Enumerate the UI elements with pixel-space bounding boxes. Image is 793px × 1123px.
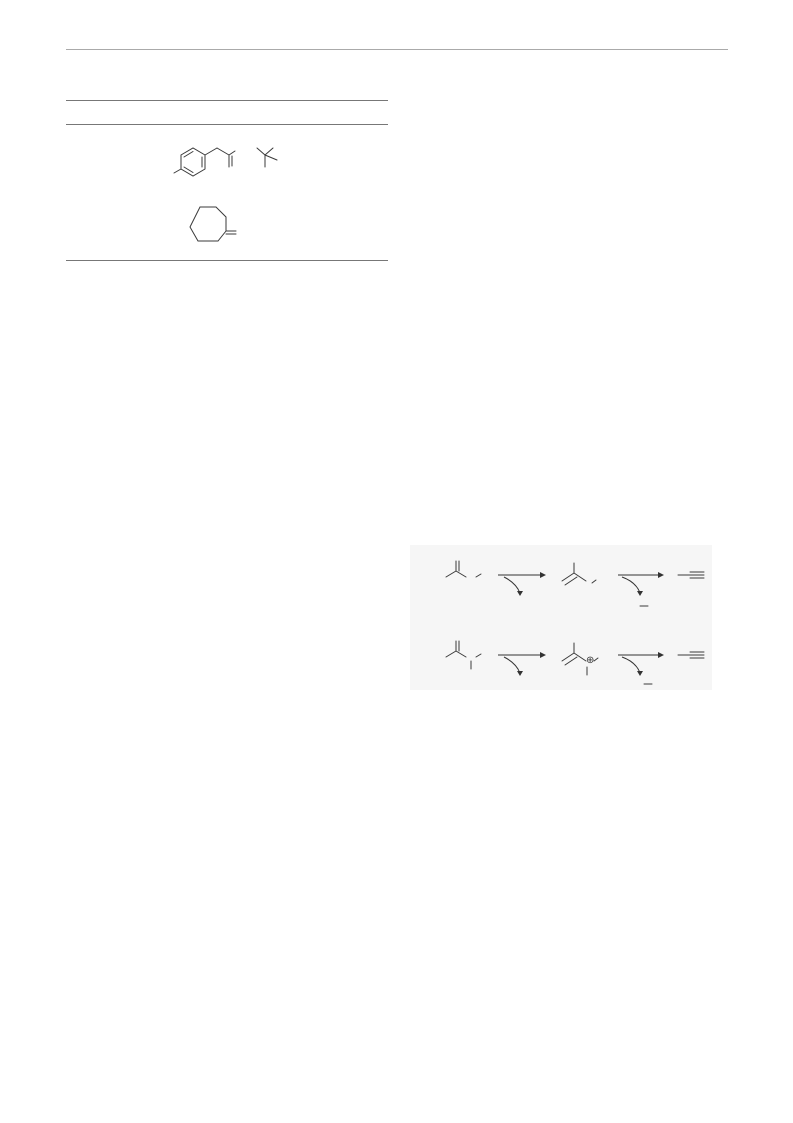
elimination-arrow xyxy=(618,572,664,606)
vinyl-intermediate xyxy=(562,563,596,585)
vinyl-cation-intermediate xyxy=(562,643,598,675)
scheme-row-2 xyxy=(410,635,712,695)
alkene-start xyxy=(446,561,481,577)
elimination-arrow xyxy=(498,572,546,596)
positive-charge-symbol: ⊕ xyxy=(586,655,595,666)
elimination-arrow xyxy=(498,652,546,676)
table-bottom-rule xyxy=(66,260,388,261)
alkyne-product xyxy=(678,572,704,578)
elimination-arrow xyxy=(618,652,664,684)
table-top-rule xyxy=(66,100,388,101)
alkyne-product xyxy=(678,652,704,658)
aryl-alkene-tert-butyl-structure xyxy=(165,136,295,186)
table-header-rule xyxy=(66,124,388,125)
page-header-rule xyxy=(66,49,728,50)
scheme-row-1 xyxy=(410,555,712,615)
methylene-cycloheptane-structure xyxy=(178,203,248,253)
alkene-start xyxy=(446,641,481,669)
